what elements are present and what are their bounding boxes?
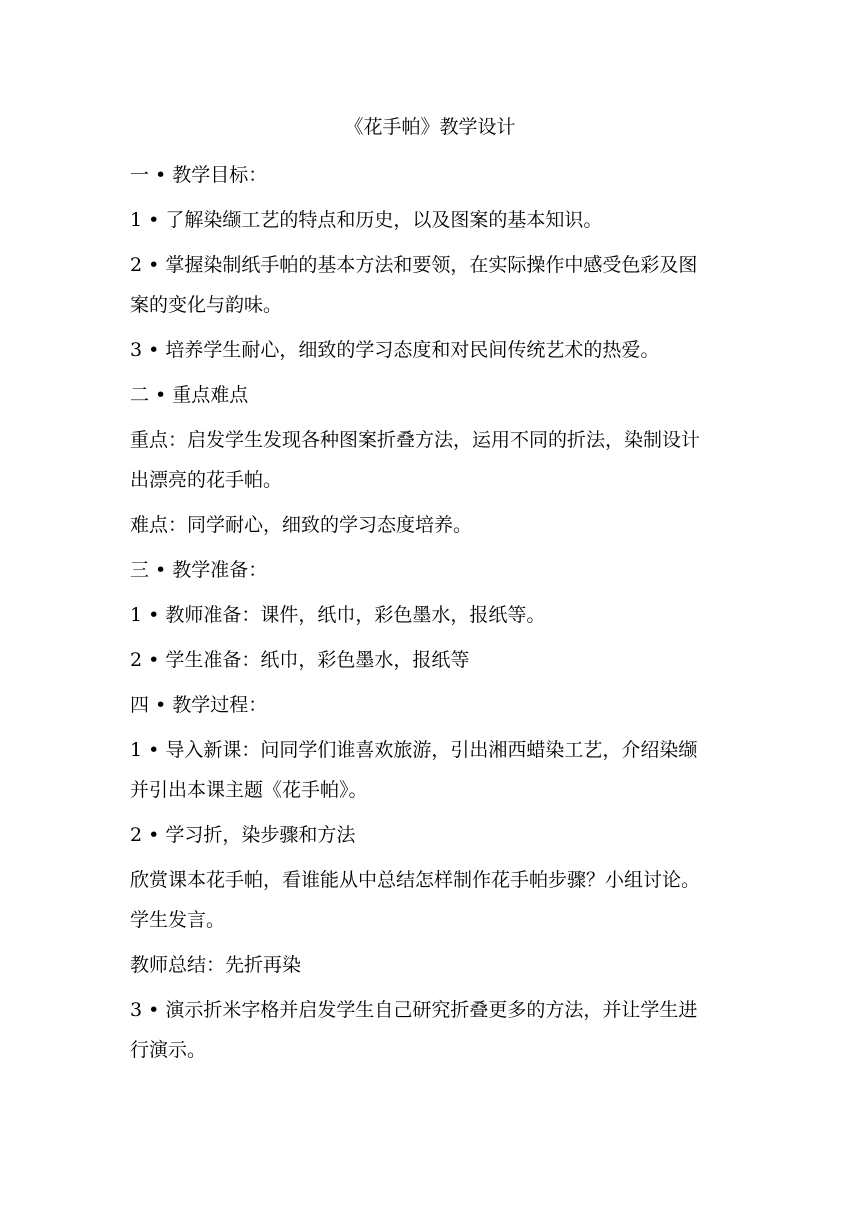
- paragraph: [130, 640, 734, 680]
- paragraph: [130, 945, 734, 985]
- paragraph: [130, 990, 734, 1070]
- paragraph-line: 四 • 教学过程：: [130, 694, 268, 716]
- paragraph: [130, 200, 734, 240]
- paragraph: [130, 505, 734, 545]
- paragraph-line: 案的变化与韵味。: [130, 294, 283, 316]
- paragraph: [130, 155, 734, 195]
- paragraph: [130, 420, 734, 500]
- paragraph: [130, 815, 734, 855]
- paragraph-line: 教师总结：先折再染: [130, 954, 302, 976]
- paragraph-line: 二 • 重点难点: [130, 384, 249, 406]
- paragraph-line: 重点：启发学生发现各种图案折叠方法，运用不同的折法，染制设计: [130, 429, 701, 451]
- paragraph-line: 2 • 掌握染制纸手帕的基本方法和要领，在实际操作中感受色彩及图: [130, 254, 698, 276]
- paragraph-line: 2 • 学习折，染步骤和方法: [130, 824, 356, 846]
- paragraph-line: 行演示。: [130, 1039, 207, 1061]
- paragraph: [130, 595, 734, 635]
- paragraph-line: 三 • 教学准备：: [130, 559, 268, 581]
- paragraph-line: 1 • 了解染缬工艺的特点和历史，以及图案的基本知识。: [130, 209, 603, 231]
- paragraph: [130, 730, 734, 810]
- paragraph-line: 1 • 导入新课：问同学们谁喜欢旅游，引出湘西蜡染工艺，介绍染缬: [130, 739, 698, 761]
- paragraph: [130, 685, 734, 725]
- paragraph: [130, 860, 734, 940]
- paragraph-line: 一 • 教学目标：: [130, 164, 268, 186]
- paragraph-line: 1 • 教师准备：课件，纸巾，彩色墨水，报纸等。: [130, 604, 546, 626]
- document-title: 《花手帕》教学设计: [344, 116, 516, 138]
- paragraph: [130, 550, 734, 590]
- paragraph-line: 3 • 培养学生耐心，细致的学习态度和对民间传统艺术的热爱。: [130, 339, 660, 361]
- paragraph-line: 并引出本课主题《花手帕》。: [130, 779, 368, 801]
- paragraph-line: 出漂亮的花手帕。: [130, 469, 283, 491]
- paragraph-line: 3 • 演示折米字格并启发学生自己研究折叠更多的方法，并让学生进: [130, 999, 698, 1021]
- document-body: [130, 155, 734, 1075]
- paragraph-line: 难点：同学耐心，细致的学习态度培养。: [130, 514, 473, 536]
- paragraph: [130, 330, 734, 370]
- paragraph-line: 欣赏课本花手帕，看谁能从中总结怎样制作花手帕步骤？小组讨论。: [130, 869, 701, 891]
- paragraph: [130, 245, 734, 325]
- paragraph-line: 学生发言。: [130, 909, 226, 931]
- paragraph-line: 2 • 学生准备：纸巾，彩色墨水，报纸等: [130, 649, 470, 671]
- paragraph: [130, 375, 734, 415]
